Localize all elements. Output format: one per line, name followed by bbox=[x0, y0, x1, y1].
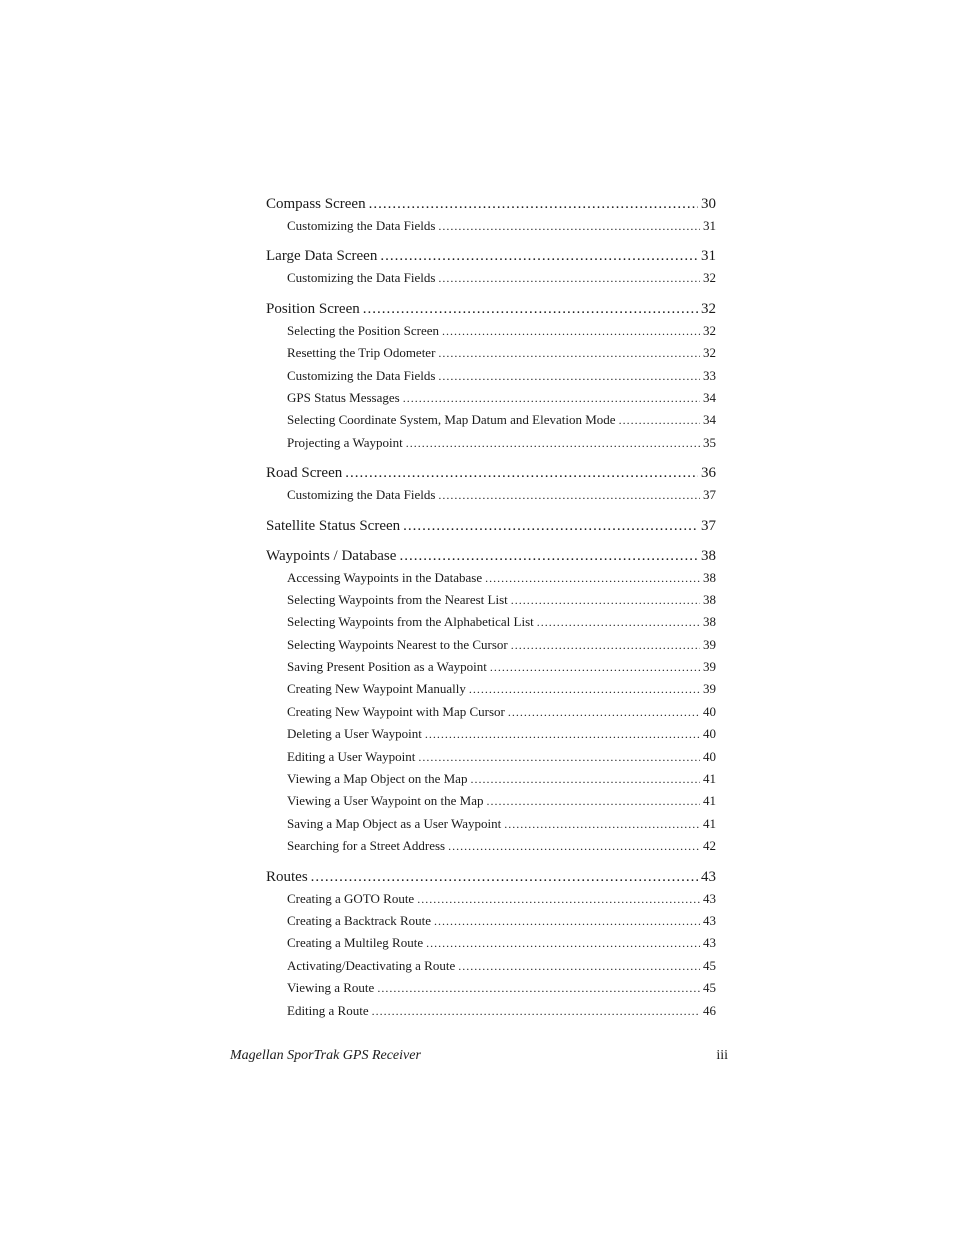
dot-leader bbox=[417, 888, 700, 910]
toc-entry-label: Searching for a Street Address bbox=[287, 838, 446, 854]
footer-title: Magellan SporTrak GPS Receiver bbox=[230, 1048, 421, 1063]
toc-entry-page: 37 bbox=[703, 487, 716, 503]
toc-subsection-entry bbox=[266, 910, 716, 932]
footer-page-number: iii bbox=[716, 1048, 728, 1063]
toc-subsection-entry bbox=[266, 484, 716, 506]
dot-leader bbox=[345, 462, 698, 484]
toc-entry-page: 31 bbox=[701, 248, 716, 265]
toc-subsection-entry bbox=[266, 790, 716, 812]
dot-leader bbox=[403, 515, 698, 537]
toc-entry-label: Accessing Waypoints in the Database bbox=[287, 569, 483, 585]
dot-leader bbox=[508, 701, 700, 723]
toc-entry-page: 43 bbox=[703, 890, 716, 906]
toc-entry-label: Customizing the Data Fields bbox=[287, 270, 436, 286]
toc-entry-page: 38 bbox=[703, 569, 716, 585]
dot-leader bbox=[458, 955, 700, 977]
toc-entry-page: 35 bbox=[703, 434, 716, 450]
toc-subsection-entry bbox=[266, 320, 716, 342]
toc-entry-page: 32 bbox=[701, 300, 716, 317]
toc-entry-page: 45 bbox=[703, 980, 716, 996]
toc-subsection-entry bbox=[266, 977, 716, 999]
toc-section-entry bbox=[266, 866, 716, 888]
toc-subsection-entry bbox=[266, 723, 716, 745]
toc-entry-page: 45 bbox=[703, 957, 716, 973]
dot-leader bbox=[363, 298, 698, 320]
dot-leader bbox=[434, 910, 700, 932]
dot-leader bbox=[438, 484, 700, 506]
toc-section-entry bbox=[266, 193, 716, 215]
toc-entry-label: Deleting a User Waypoint bbox=[287, 726, 422, 742]
toc-entry-label: Selecting the Position Screen bbox=[287, 322, 440, 338]
toc-subsection-entry bbox=[266, 215, 716, 237]
toc-subsection-entry bbox=[266, 932, 716, 954]
toc-subsection-entry bbox=[266, 1000, 716, 1022]
toc-section-entry bbox=[266, 245, 716, 267]
dot-leader bbox=[511, 589, 700, 611]
dot-leader bbox=[377, 977, 700, 999]
toc-entry-page: 30 bbox=[701, 196, 716, 212]
dot-leader bbox=[448, 835, 700, 857]
table-of-contents bbox=[266, 193, 716, 1022]
dot-leader bbox=[504, 813, 700, 835]
toc-subsection-entry bbox=[266, 589, 716, 611]
toc-subsection-entry bbox=[266, 342, 716, 364]
page-footer bbox=[230, 1048, 728, 1064]
dot-leader bbox=[380, 245, 698, 267]
toc-subsection-entry bbox=[266, 701, 716, 723]
toc-entry-label: Editing a User Waypoint bbox=[287, 748, 416, 764]
toc-entry-label: Large Data Screen bbox=[266, 248, 378, 265]
toc-subsection-entry bbox=[266, 768, 716, 790]
toc-entry-label: Projecting a Waypoint bbox=[287, 434, 403, 450]
toc-entry-page: 41 bbox=[703, 771, 716, 787]
toc-entry-label: Saving Present Position as a Waypoint bbox=[287, 659, 487, 675]
toc-entry-page: 40 bbox=[703, 748, 716, 764]
toc-subsection-entry bbox=[266, 409, 716, 431]
toc-entry-label: Creating New Waypoint Manually bbox=[287, 681, 466, 697]
toc-entry-page: 32 bbox=[703, 270, 716, 286]
toc-section-entry bbox=[266, 298, 716, 320]
toc-entry-page: 34 bbox=[703, 389, 716, 405]
toc-entry-page: 32 bbox=[703, 322, 716, 338]
dot-leader bbox=[311, 866, 698, 888]
toc-entry-label: Creating New Waypoint with Map Cursor bbox=[287, 703, 505, 719]
toc-subsection-entry bbox=[266, 611, 716, 633]
toc-subsection-entry bbox=[266, 678, 716, 700]
toc-entry-label: Position Screen bbox=[266, 300, 360, 317]
toc-subsection-entry bbox=[266, 634, 716, 656]
toc-subsection-entry bbox=[266, 267, 716, 289]
toc-entry-page: 43 bbox=[701, 868, 716, 885]
toc-entry-label: Creating a Multileg Route bbox=[287, 935, 424, 951]
toc-entry-page: 34 bbox=[703, 412, 716, 428]
dot-leader bbox=[490, 656, 700, 678]
toc-entry-page: 33 bbox=[703, 367, 716, 383]
toc-entry-label: Viewing a User Waypoint on the Map bbox=[287, 793, 484, 809]
toc-entry-label: Satellite Status Screen bbox=[266, 517, 401, 534]
dot-leader bbox=[438, 365, 700, 387]
toc-entry-page: 46 bbox=[703, 1002, 716, 1018]
toc-entry-page: 39 bbox=[703, 659, 716, 675]
dot-leader bbox=[426, 932, 700, 954]
dot-leader bbox=[438, 342, 700, 364]
toc-entry-label: Waypoints / Database bbox=[266, 547, 397, 564]
toc-entry-label: Viewing a Map Object on the Map bbox=[287, 771, 468, 787]
toc-entry-label: Customizing the Data Fields bbox=[287, 487, 436, 503]
toc-entry-page: 38 bbox=[703, 614, 716, 630]
toc-subsection-entry bbox=[266, 746, 716, 768]
toc-subsection-entry bbox=[266, 365, 716, 387]
dot-leader bbox=[369, 193, 698, 215]
dot-leader bbox=[372, 1000, 700, 1022]
toc-entry-page: 32 bbox=[703, 345, 716, 361]
toc-entry-label: Creating a Backtrack Route bbox=[287, 912, 432, 928]
toc-entry-page: 41 bbox=[703, 793, 716, 809]
dot-leader bbox=[487, 790, 700, 812]
dot-leader bbox=[438, 267, 700, 289]
dot-leader bbox=[511, 634, 700, 656]
toc-subsection-entry bbox=[266, 813, 716, 835]
toc-subsection-entry bbox=[266, 656, 716, 678]
toc-entry-page: 40 bbox=[703, 726, 716, 742]
toc-entry-label: Routes bbox=[266, 868, 308, 885]
toc-entry-page: 42 bbox=[703, 838, 716, 854]
toc-entry-page: 39 bbox=[703, 636, 716, 652]
toc-entry-label: Selecting Waypoints from the Nearest List bbox=[287, 591, 508, 607]
toc-section-entry bbox=[266, 462, 716, 484]
dot-leader bbox=[438, 215, 700, 237]
dot-leader bbox=[406, 432, 700, 454]
toc-entry-page: 38 bbox=[703, 591, 716, 607]
toc-section-entry bbox=[266, 545, 716, 567]
toc-subsection-entry bbox=[266, 567, 716, 589]
dot-leader bbox=[470, 768, 700, 790]
toc-entry-label: Editing a Route bbox=[287, 1002, 369, 1018]
toc-section-entry bbox=[266, 515, 716, 537]
toc-entry-page: 40 bbox=[703, 703, 716, 719]
toc-entry-label: Resetting the Trip Odometer bbox=[287, 345, 436, 361]
toc-entry-page: 39 bbox=[703, 681, 716, 697]
toc-entry-label: Activating/Deactivating a Route bbox=[287, 957, 456, 973]
toc-entry-label: Selecting Coordinate System, Map Datum and Elevation Mode bbox=[287, 412, 616, 428]
toc-entry-label: Road Screen bbox=[266, 465, 343, 482]
toc-entry-label: Saving a Map Object as a User Waypoint bbox=[287, 815, 502, 831]
toc-subsection-entry bbox=[266, 888, 716, 910]
dot-leader bbox=[469, 678, 700, 700]
toc-entry-label: Selecting Waypoints Nearest to the Cursor bbox=[287, 636, 508, 652]
dot-leader bbox=[418, 746, 700, 768]
dot-leader bbox=[442, 320, 700, 342]
toc-entry-label: Creating a GOTO Route bbox=[287, 890, 415, 906]
dot-leader bbox=[619, 409, 700, 431]
toc-entry-label: Selecting Waypoints from the Alphabetical List bbox=[287, 614, 534, 630]
toc-entry-page: 41 bbox=[703, 815, 716, 831]
toc-entry-label: GPS Status Messages bbox=[287, 389, 400, 405]
toc-subsection-entry bbox=[266, 955, 716, 977]
toc-entry-label: Customizing the Data Fields bbox=[287, 218, 436, 233]
toc-entry-page: 31 bbox=[703, 218, 716, 233]
toc-entry-label: Compass Screen bbox=[266, 196, 366, 212]
dot-leader bbox=[403, 387, 700, 409]
toc-entry-page: 43 bbox=[703, 935, 716, 951]
toc-entry-page: 38 bbox=[701, 547, 716, 564]
toc-entry-label: Customizing the Data Fields bbox=[287, 367, 436, 383]
toc-subsection-entry bbox=[266, 387, 716, 409]
dot-leader bbox=[485, 567, 700, 589]
toc-entry-page: 43 bbox=[703, 912, 716, 928]
toc-entry-page: 36 bbox=[701, 465, 716, 482]
toc-subsection-entry bbox=[266, 835, 716, 857]
dot-leader bbox=[425, 723, 700, 745]
toc-subsection-entry bbox=[266, 432, 716, 454]
dot-leader bbox=[399, 545, 698, 567]
dot-leader bbox=[537, 611, 700, 633]
toc-entry-label: Viewing a Route bbox=[287, 980, 375, 996]
toc-entry-page: 37 bbox=[701, 517, 716, 534]
